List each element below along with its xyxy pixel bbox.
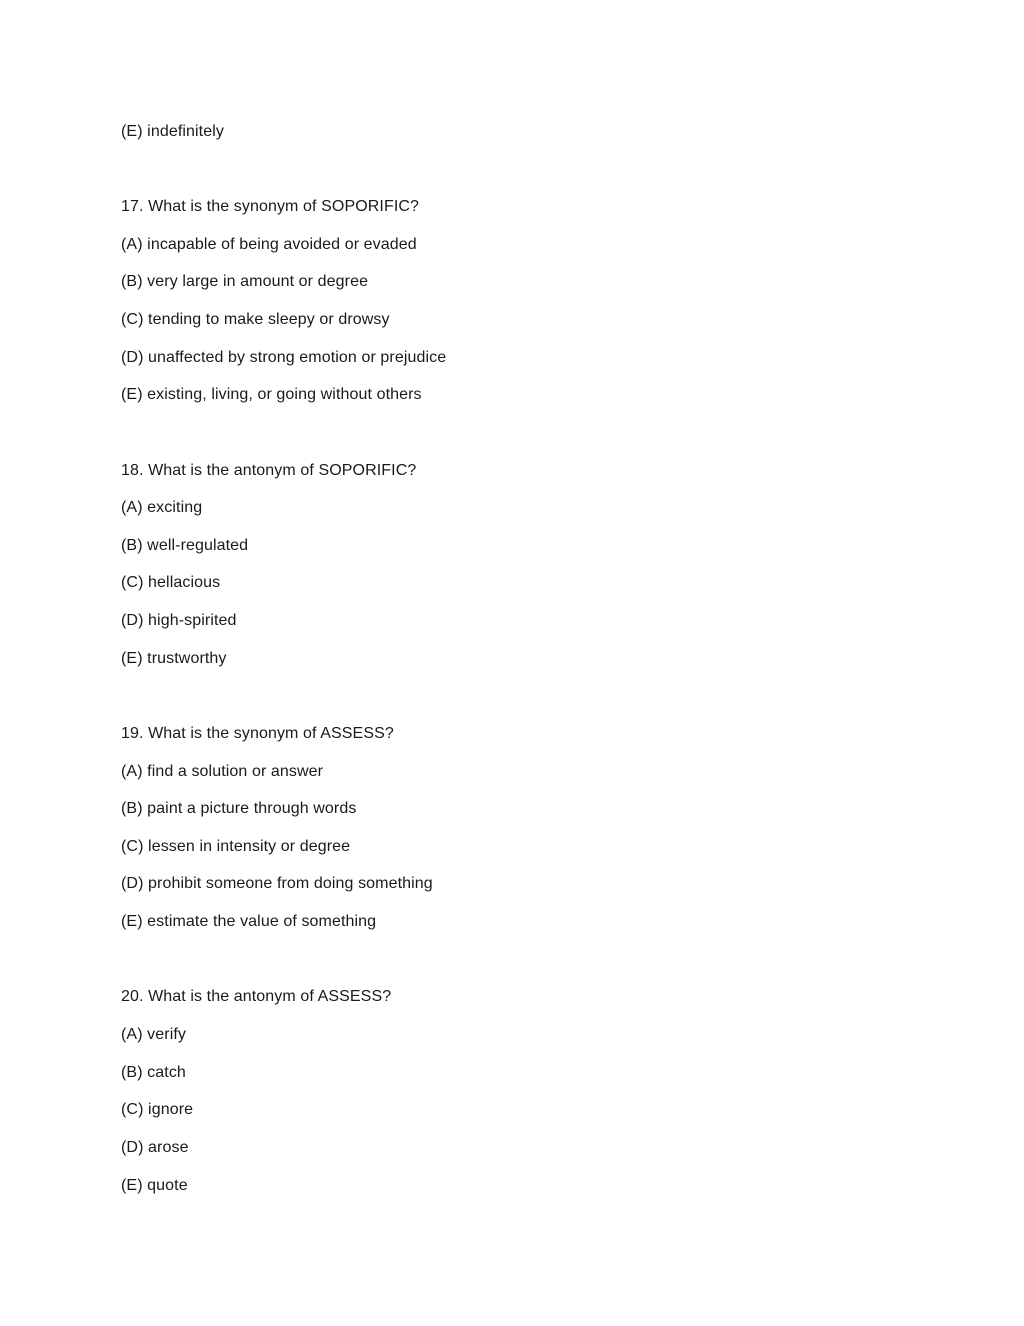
question-prompt: 17. What is the synonym of SOPORIFIC? — [121, 198, 420, 215]
question-prompt: 20. What is the antonym of ASSESS? — [121, 988, 392, 1005]
answer-option: (C) lessen in intensity or degree — [121, 838, 351, 855]
answer-option: (B) paint a picture through words — [121, 800, 357, 817]
answer-option: (C) tending to make sleepy or drowsy — [121, 311, 390, 328]
answer-option: (A) exciting — [121, 499, 203, 516]
answer-option: (A) verify — [121, 1026, 186, 1043]
answer-option: (B) catch — [121, 1064, 186, 1081]
answer-option: (C) hellacious — [121, 574, 221, 591]
answer-option: (E) quote — [121, 1177, 188, 1194]
answer-option: (D) unaffected by strong emotion or prejudice — [121, 349, 447, 366]
answer-option: (B) very large in amount or degree — [121, 273, 369, 290]
leading-option: (E) indefinitely — [121, 123, 224, 140]
answer-option: (A) incapable of being avoided or evaded — [121, 236, 417, 253]
answer-option: (E) estimate the value of something — [121, 913, 377, 930]
answer-option: (D) high-spirited — [121, 612, 237, 629]
answer-option: (E) existing, living, or going without others — [121, 386, 422, 403]
answer-option: (A) find a solution or answer — [121, 763, 324, 780]
answer-option: (E) trustworthy — [121, 650, 227, 667]
answer-option: (C) ignore — [121, 1101, 194, 1118]
answer-option: (D) prohibit someone from doing something — [121, 875, 433, 892]
question-prompt: 19. What is the synonym of ASSESS? — [121, 725, 394, 742]
question-prompt: 18. What is the antonym of SOPORIFIC? — [121, 462, 417, 479]
answer-option: (B) well-regulated — [121, 537, 249, 554]
answer-option: (D) arose — [121, 1139, 189, 1156]
